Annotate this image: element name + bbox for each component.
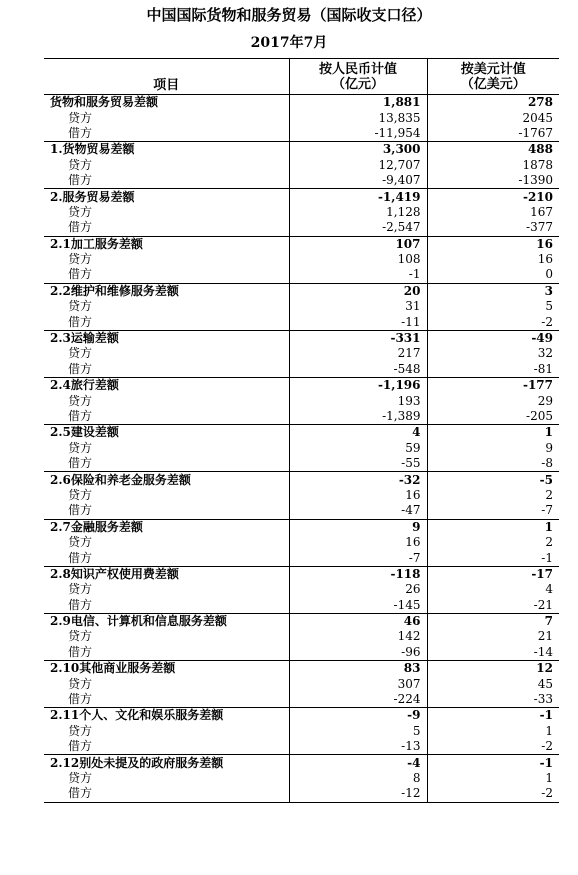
table-row [44,645,559,661]
table-row [44,158,559,173]
row-rmb-value: 9 [289,519,427,535]
row-rmb-value: -1 [289,267,427,283]
table-row-group [44,472,559,488]
table-row [44,252,559,267]
row-label: 2.5建设差额 [44,425,289,441]
row-usd-value: -81 [427,362,559,378]
row-usd-value: 1 [427,425,559,441]
row-rmb-value: -118 [289,566,427,582]
row-label: 借方 [68,125,93,140]
row-label: 2.6保险和养老金服务差额 [44,472,289,488]
row-usd-value: -210 [427,189,559,205]
table-row [44,692,559,708]
table-row-group [44,330,559,346]
header-item: 项目 [44,59,289,95]
row-rmb-value: -2,547 [289,220,427,236]
row-rmb-value: -47 [289,503,427,519]
row-usd-value: 1878 [427,158,559,173]
row-label: 借方 [68,456,93,471]
row-rmb-value: 307 [289,676,427,691]
table-row [44,220,559,236]
row-usd-value: 3 [427,283,559,299]
row-rmb-value: -7 [289,550,427,566]
table-row [44,550,559,566]
row-label: 2.7金融服务差额 [44,519,289,535]
row-rmb-value: -11 [289,314,427,330]
table-row-group [44,378,559,394]
row-label: 贷方 [68,440,93,455]
row-rmb-value: -9,407 [289,173,427,189]
table-row-group [44,425,559,441]
row-usd-value: 12 [427,661,559,677]
table-row [44,724,559,739]
row-usd-value: 2045 [427,110,559,125]
row-label: 2.服务贸易差额 [44,189,289,205]
row-rmb-value: 13,835 [289,110,427,125]
page-subtitle: 2017年7月 [250,35,328,51]
table-row [44,456,559,472]
row-label: 2.4旅行差额 [44,378,289,394]
row-rmb-value: -548 [289,362,427,378]
row-rmb-value: 12,707 [289,158,427,173]
row-label: 贷方 [68,535,93,550]
row-usd-value: 1 [427,724,559,739]
table-row [44,110,559,125]
table-row-group [44,708,559,724]
row-usd-value: -1767 [427,126,559,142]
row-rmb-value: 8 [289,771,427,786]
row-label: 贷方 [68,110,93,125]
row-rmb-value: -11,954 [289,126,427,142]
row-rmb-value: -331 [289,330,427,346]
row-rmb-value: 5 [289,724,427,739]
row-usd-value: 167 [427,205,559,220]
header-rmb-line1: 按人民币计值 [318,61,397,77]
table-row [44,346,559,361]
row-label: 借方 [68,173,93,188]
row-usd-value: 488 [427,142,559,158]
header-usd [427,59,559,95]
row-label: 贷方 [68,723,93,738]
row-usd-value: -7 [427,503,559,519]
row-label: 2.2维护和维修服务差额 [44,283,289,299]
table-row [44,598,559,614]
row-label: 借方 [68,361,93,376]
row-label: 货物和服务贸易差额 [50,95,159,110]
row-label: 贷方 [68,629,93,644]
row-rmb-value: 1,128 [289,205,427,220]
row-usd-value: 1 [427,519,559,535]
row-label: 借方 [68,739,93,754]
row-rmb-value: 142 [289,629,427,644]
row-label: 借方 [68,550,93,565]
header-usd-line1: 按美元计值 [460,61,526,77]
row-usd-value: 29 [427,393,559,408]
row-label: 借方 [68,409,93,423]
row-usd-value: -8 [427,456,559,472]
row-label: 借方 [68,597,93,612]
row-usd-value: 16 [427,252,559,267]
row-label: 借方 [68,644,93,659]
row-label: 借方 [68,314,93,329]
row-usd-value: 2 [427,535,559,550]
row-usd-value: -21 [427,598,559,614]
row-rmb-value: -55 [289,456,427,472]
table-row [44,771,559,786]
table-row [44,786,559,802]
row-rmb-value: 83 [289,661,427,677]
row-rmb-value: 59 [289,441,427,456]
row-usd-value: 4 [427,582,559,597]
row-usd-value: 16 [427,236,559,252]
row-rmb-value: 16 [289,488,427,503]
row-usd-value: -2 [427,314,559,330]
row-rmb-value: -145 [289,598,427,614]
row-rmb-value: 26 [289,582,427,597]
table-row [44,488,559,503]
header-usd-line2: （亿美元） [460,76,526,92]
table-row [44,314,559,330]
row-label: 贷方 [68,204,93,219]
row-label: 1.货物贸易差额 [44,142,289,158]
table-row [44,629,559,644]
row-label: 贷方 [68,157,93,172]
row-usd-value: -33 [427,692,559,708]
table-row [44,126,559,142]
row-rmb-value: 108 [289,252,427,267]
header-rmb-line2: （亿元） [331,76,384,92]
table-body [44,95,559,803]
row-rmb-value: 31 [289,299,427,314]
row-rmb-value: 107 [289,236,427,252]
row-rmb-value: -12 [289,786,427,802]
table-row [44,205,559,220]
row-rmb-value: -13 [289,739,427,755]
table-row-group [44,189,559,205]
row-label: 借方 [68,220,93,235]
row-rmb-value: 217 [289,346,427,361]
row-usd-value: 32 [427,346,559,361]
row-label: 借方 [68,786,93,801]
row-usd-value: 1 [427,771,559,786]
row-rmb-value: -4 [289,755,427,771]
row-usd-value: -17 [427,566,559,582]
row-label: 2.11个人、文化和娱乐服务差额 [44,708,289,724]
page-title: 中国国际货物和服务贸易（国际收支口径） [146,6,432,24]
row-rmb-value: 193 [289,393,427,408]
row-usd-value: 2 [427,488,559,503]
table-row-group [44,283,559,299]
row-label: 2.8知识产权使用费差额 [44,566,289,582]
table-header [44,59,559,95]
row-usd-value: 5 [427,299,559,314]
row-label: 借方 [68,692,93,707]
row-usd-value: 0 [427,267,559,283]
row-label: 2.3运输差额 [44,330,289,346]
row-rmb-value: 20 [289,283,427,299]
row-usd-value: -49 [427,330,559,346]
table-row-group [44,95,559,111]
row-rmb-value: -32 [289,472,427,488]
row-label: 贷方 [68,770,93,785]
trade-table [44,58,559,803]
table-row [44,393,559,408]
table-row [44,503,559,519]
row-usd-value: -2 [427,786,559,802]
table-row [44,267,559,283]
table-row [44,409,559,425]
row-usd-value: -1 [427,755,559,771]
row-label: 借方 [68,267,93,282]
row-label: 贷方 [68,582,93,597]
row-rmb-value: 1,881 [289,95,427,111]
table-row-group [44,613,559,629]
row-usd-value: 21 [427,629,559,644]
table-row [44,362,559,378]
row-label: 贷方 [68,252,93,267]
row-rmb-value: 3,300 [289,142,427,158]
row-rmb-value: 16 [289,535,427,550]
table-row [44,676,559,691]
table-row [44,173,559,189]
row-usd-value: -14 [427,645,559,661]
row-label: 借方 [68,503,93,518]
header-rmb [289,59,427,95]
row-rmb-value: -224 [289,692,427,708]
row-label: 贷方 [68,393,93,408]
row-rmb-value: -1,419 [289,189,427,205]
row-usd-value: -1390 [427,173,559,189]
row-label: 贷方 [68,346,93,361]
row-usd-value: -2 [427,739,559,755]
row-usd-value: 7 [427,613,559,629]
row-rmb-value: -96 [289,645,427,661]
table-row [44,535,559,550]
row-usd-value: -377 [427,220,559,236]
table-row-group [44,755,559,771]
table-row-group [44,519,559,535]
row-usd-value: 278 [427,95,559,111]
row-label: 贷方 [68,487,93,502]
table-row [44,739,559,755]
row-label: 2.9电信、计算机和信息服务差额 [44,613,289,629]
row-usd-value: -177 [427,378,559,394]
row-rmb-value: 4 [289,425,427,441]
row-usd-value: -5 [427,472,559,488]
row-label: 2.12别处未提及的政府服务差额 [44,755,289,771]
table-row [44,441,559,456]
row-label: 贷方 [68,676,93,691]
table-row-group [44,236,559,252]
row-usd-value: 9 [427,441,559,456]
row-rmb-value: -9 [289,708,427,724]
row-usd-value: -1 [427,708,559,724]
row-usd-value: -1 [427,550,559,566]
row-usd-value: 45 [427,676,559,691]
row-rmb-value: -1,196 [289,378,427,394]
row-rmb-value: -1,389 [289,409,427,425]
row-rmb-value: 46 [289,613,427,629]
row-usd-value: -205 [427,409,559,425]
row-label: 2.1加工服务差额 [44,236,289,252]
table-row-group [44,566,559,582]
table-row [44,299,559,314]
table-row-group [44,142,559,158]
row-label: 2.10其他商业服务差额 [44,661,289,677]
table-row-group [44,661,559,677]
table-row [44,582,559,597]
row-label: 贷方 [68,299,93,314]
